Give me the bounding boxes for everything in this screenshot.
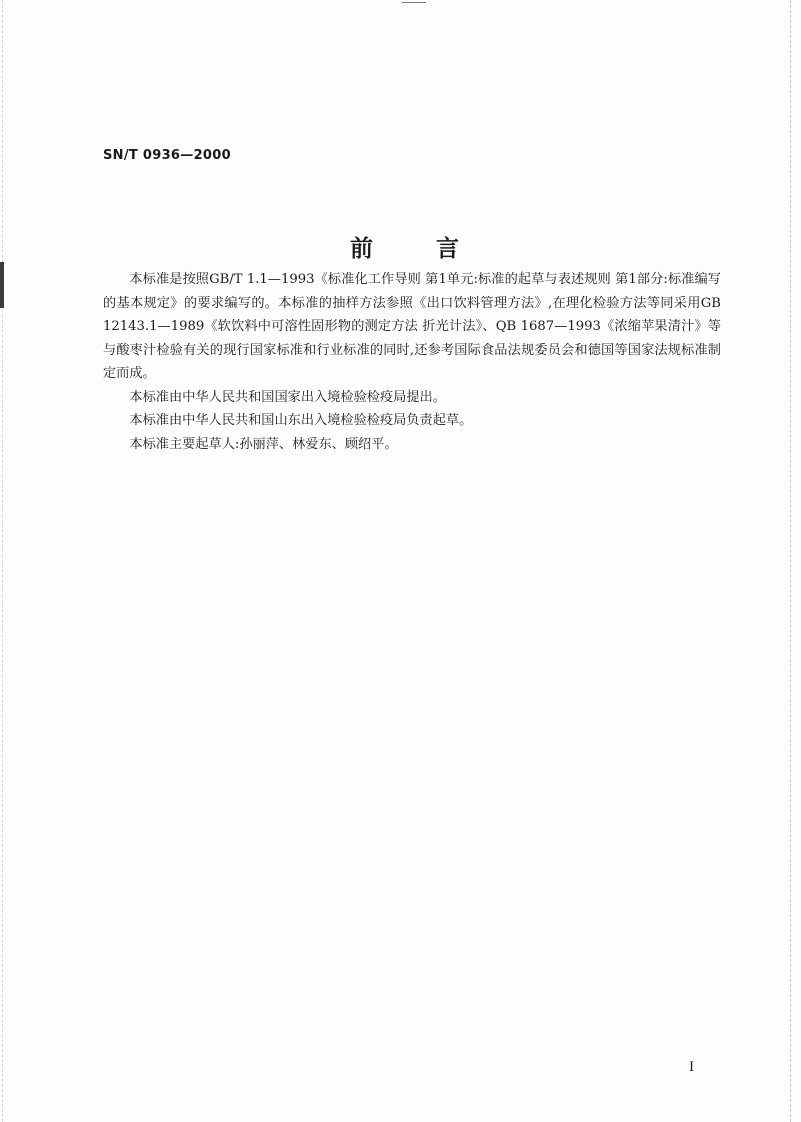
foreword-paragraph: 本标准由中华人民共和国山东出入境检验检疫局负责起草。 [129,413,473,428]
scan-mark-top [402,2,426,6]
page-number: I [689,1060,695,1075]
page-title [350,230,459,263]
scan-edge-right [790,0,791,1122]
title-char-1: 前 [350,235,373,262]
scan-edge-left [2,0,3,1122]
foreword-paragraph: 本标准由中华人民共和国国家出入境检验检疫局提出。 [129,389,446,405]
title-char-2: 言 [436,235,459,262]
foreword-paragraph: 本标准是按照GB/T 1.1—1993《标准化工作导则 第1单元:标准的起草与表述规则 第1部分:标准编写的基本规定》的要求编写的。本标准的抽样方法参照《出口饮料管理方法》,在理化检验方法等同采用GB 12143.1—1989《软饮料中可溶性固形物的测定方法 折光计法》、QB 1687—1993《浓缩苹果清汁》等与酸枣汁检验有关的现行国家标准和行业标准的同时,还参考国际食品法规委员会和德国等国家法规标准制定而成。 [103,272,721,381]
scan-mark-left [0,262,4,308]
foreword-paragraph: 本标准主要起草人:孙丽萍、林爱东、顾绍平。 [129,436,398,452]
standard-code: SN/T 0936—2000 [103,148,231,163]
foreword-body [103,268,721,456]
